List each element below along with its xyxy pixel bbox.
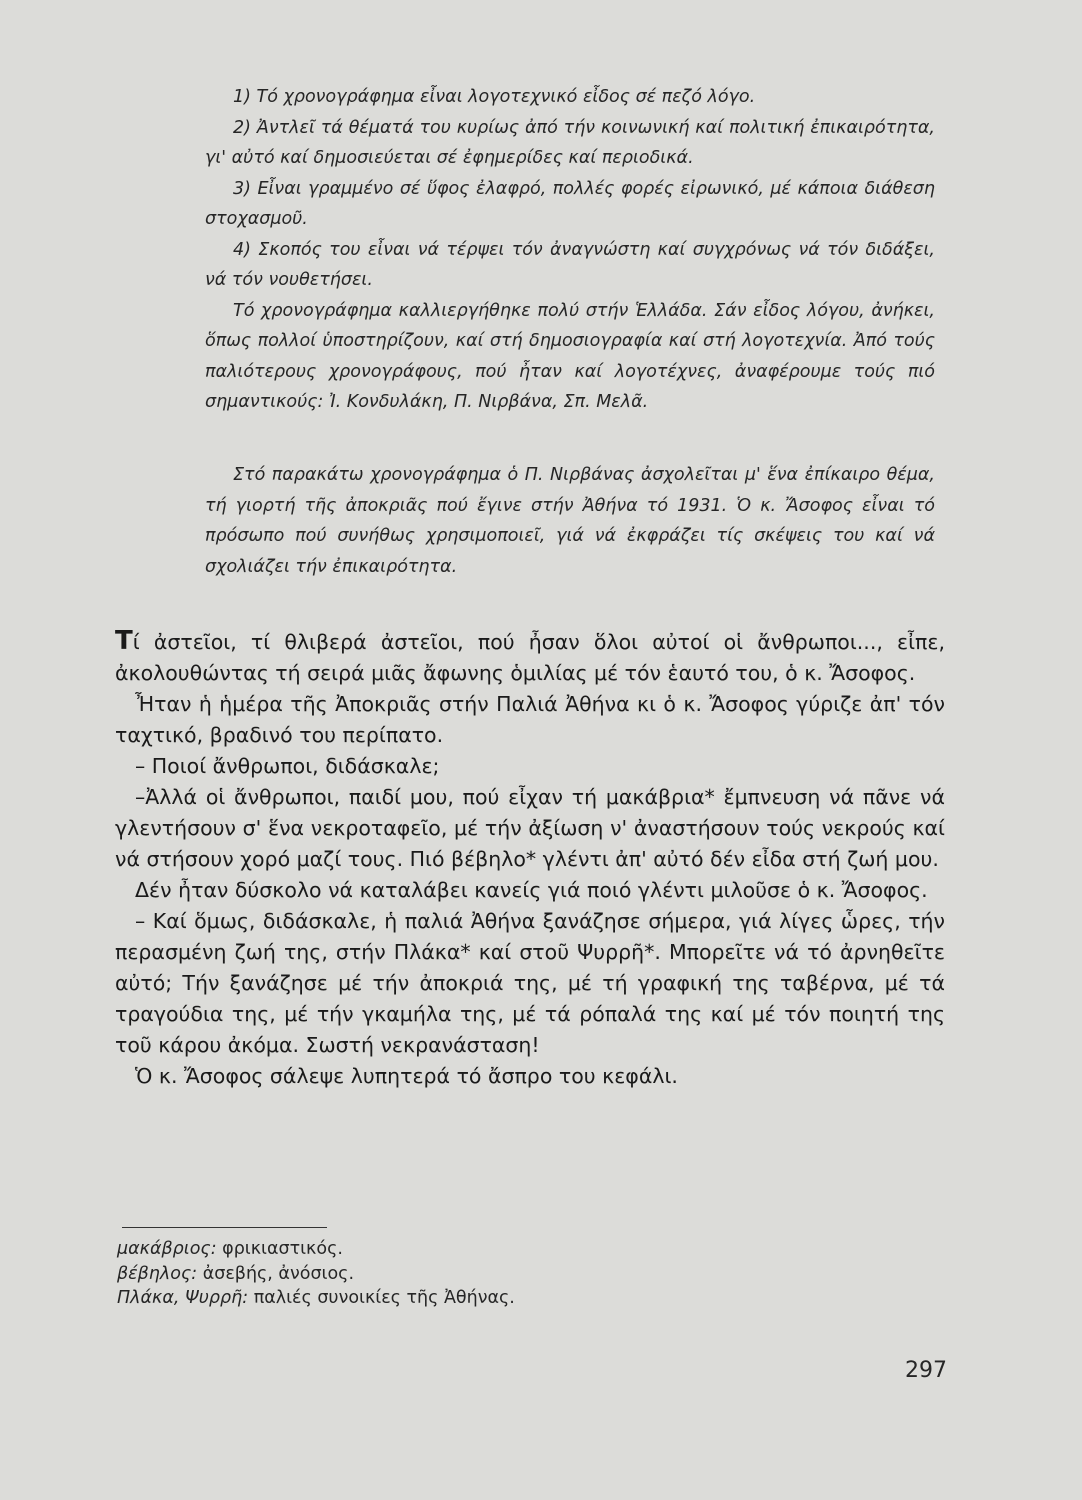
main-text xyxy=(115,626,945,1092)
intro-point: 2) Ἀντλεῖ τά θέματά του κυρίως ἀπό τήν κοινωνική καί πολιτική ἐπικαιρότητα, γι' αὐτό καί δημοσιεύεται σέ ἐφημερίδες καί περιοδικά. xyxy=(205,117,935,168)
main-paragraph: – Ποιοί ἄνθρωποι, διδάσκαλε; xyxy=(135,754,440,778)
footnote xyxy=(117,1237,817,1262)
main-paragraph: Ἦταν ἡ ἡμέρα τῆς Ἀποκριᾶς στήν Παλιά Ἀθήνα κι ὁ κ. Ἄσοφος γύριζε ἀπ' τόν ταχτικό, βραδινό του περίπατο. xyxy=(115,692,945,747)
main-paragraph: – Καί ὅμως, διδάσκαλε, ἡ παλιά Ἀθήνα ξανάζησε σήμερα, γιά λίγες ὧρες, τήν περασμένη ζωή της, στήν Πλάκα* καί στοῦ Ψυρρῆ*. Μπορεῖτε νά τό ἀρνηθεῖτε αὐτό; Τήν ξανάζησε μέ τήν ἀποκριά της, μέ τή γραφική της ταβέρνα, μέ τά τραγούδια της, μέ τήν γκαμήλα της, μέ τά ρόπαλά της καί μέ τόν ποιητή της τοῦ κάρου ἀκόμα. Σωστή νεκρανάσταση! xyxy=(115,909,945,1057)
drop-cap: Τ xyxy=(115,626,133,656)
editor-note xyxy=(205,460,935,582)
footnote-divider xyxy=(122,1227,327,1228)
first-paragraph-text: ί ἀστεῖοι, τί θλιβερά ἀστεῖοι, πού ἦσαν ὅλοι αὐτοί οἱ ἄνθρωποι..., εἶπε, ἀκολουθώντας τή σειρά μιᾶς ἄφωνης ὁμιλίας μέ τόν ἑαυτό του, ὁ κ. Ἄσοφος. xyxy=(115,630,945,685)
intro-section xyxy=(205,82,935,418)
footnote-term: μακάβριος: xyxy=(117,1239,217,1259)
footnote xyxy=(117,1286,817,1311)
footnotes xyxy=(117,1237,817,1311)
footnote-term: Πλάκα, Ψυρρῆ: xyxy=(117,1288,249,1308)
main-paragraph: –Ἀλλά οἱ ἄνθρωποι, παιδί μου, πού εἶχαν τή μακάβρια* ἔμπνευση νά πᾶνε νά γλεντήσουν σ' ἕνα νεκροταφεῖο, μέ τήν ἀξίωση ν' ἀναστήσουν τούς νεκρούς καί νά στήσουν χορό μαζί τους. Πιό βέβηλο* γλέντι ἀπ' αὐτό δέν εἶδα στή ζωή μου. xyxy=(115,785,945,871)
main-paragraph: Ὁ κ. Ἄσοφος σάλεψε λυπητερά τό ἄσπρο του κεφάλι. xyxy=(135,1064,678,1088)
intro-paragraph: Τό χρονογράφημα καλλιεργήθηκε πολύ στήν Ἑλλάδα. Σάν εἶδος λόγου, ἀνήκει, ὅπως πολλοί ὑποστηρίζουν, καί στή δημοσιογραφία καί στή λογοτεχνία. Ἀπό τούς παλιότερους χρονογράφους, πού ἦταν καί λογοτέχνες, ἀναφέρουμε τούς πιό σημαντικούς: Ἰ. Κονδυλάκη, Π. Νιρβάνα, Σπ. Μελᾶ. xyxy=(205,300,935,412)
intro-point: 4) Σκοπός του εἶναι νά τέρψει τόν ἀναγνώστη καί συγχρόνως νά τόν διδάξει, νά τόν νουθετήσει. xyxy=(205,239,935,290)
editor-note-text: Στό παρακάτω χρονογράφημα ὁ Π. Νιρβάνας ἀσχολεῖται μ' ἕνα ἐπίκαιρο θέμα, τή γιορτή τῆς ἀποκριᾶς πού ἔγινε στήν Ἀθήνα τό 1931. Ὁ κ. Ἄσοφος εἶναι τό πρόσωπο πού συνήθως χρησιμοποιεῖ, γιά νά ἐκφράζει τίς σκέψεις του καί νά σχολιάζει τήν ἐπικαιρότητα. xyxy=(205,465,935,577)
footnote-definition: παλιές συνοικίες τῆς Ἀθήνας. xyxy=(248,1288,515,1308)
page-number: 297 xyxy=(905,1358,947,1383)
footnote-definition: ἀσεβής, ἀνόσιος. xyxy=(197,1263,355,1284)
footnote xyxy=(117,1262,817,1287)
footnote-definition: φρικιαστικός. xyxy=(216,1239,343,1259)
intro-point: 1) Τό χρονογράφημα εἶναι λογοτεχνικό εἶδος σέ πεζό λόγο. xyxy=(233,87,756,107)
main-paragraph: Δέν ἦταν δύσκολο νά καταλάβει κανείς γιά ποιό γλέντι μιλοῦσε ὁ κ. Ἄσοφος. xyxy=(135,878,928,902)
intro-point: 3) Εἶναι γραμμένο σέ ὕφος ἐλαφρό, πολλές φορές εἰρωνικό, μέ κάποια διάθεση στοχασμοῦ. xyxy=(205,178,935,229)
footnote-term: βέβηλος: xyxy=(117,1263,198,1284)
main-first-paragraph xyxy=(115,626,945,689)
